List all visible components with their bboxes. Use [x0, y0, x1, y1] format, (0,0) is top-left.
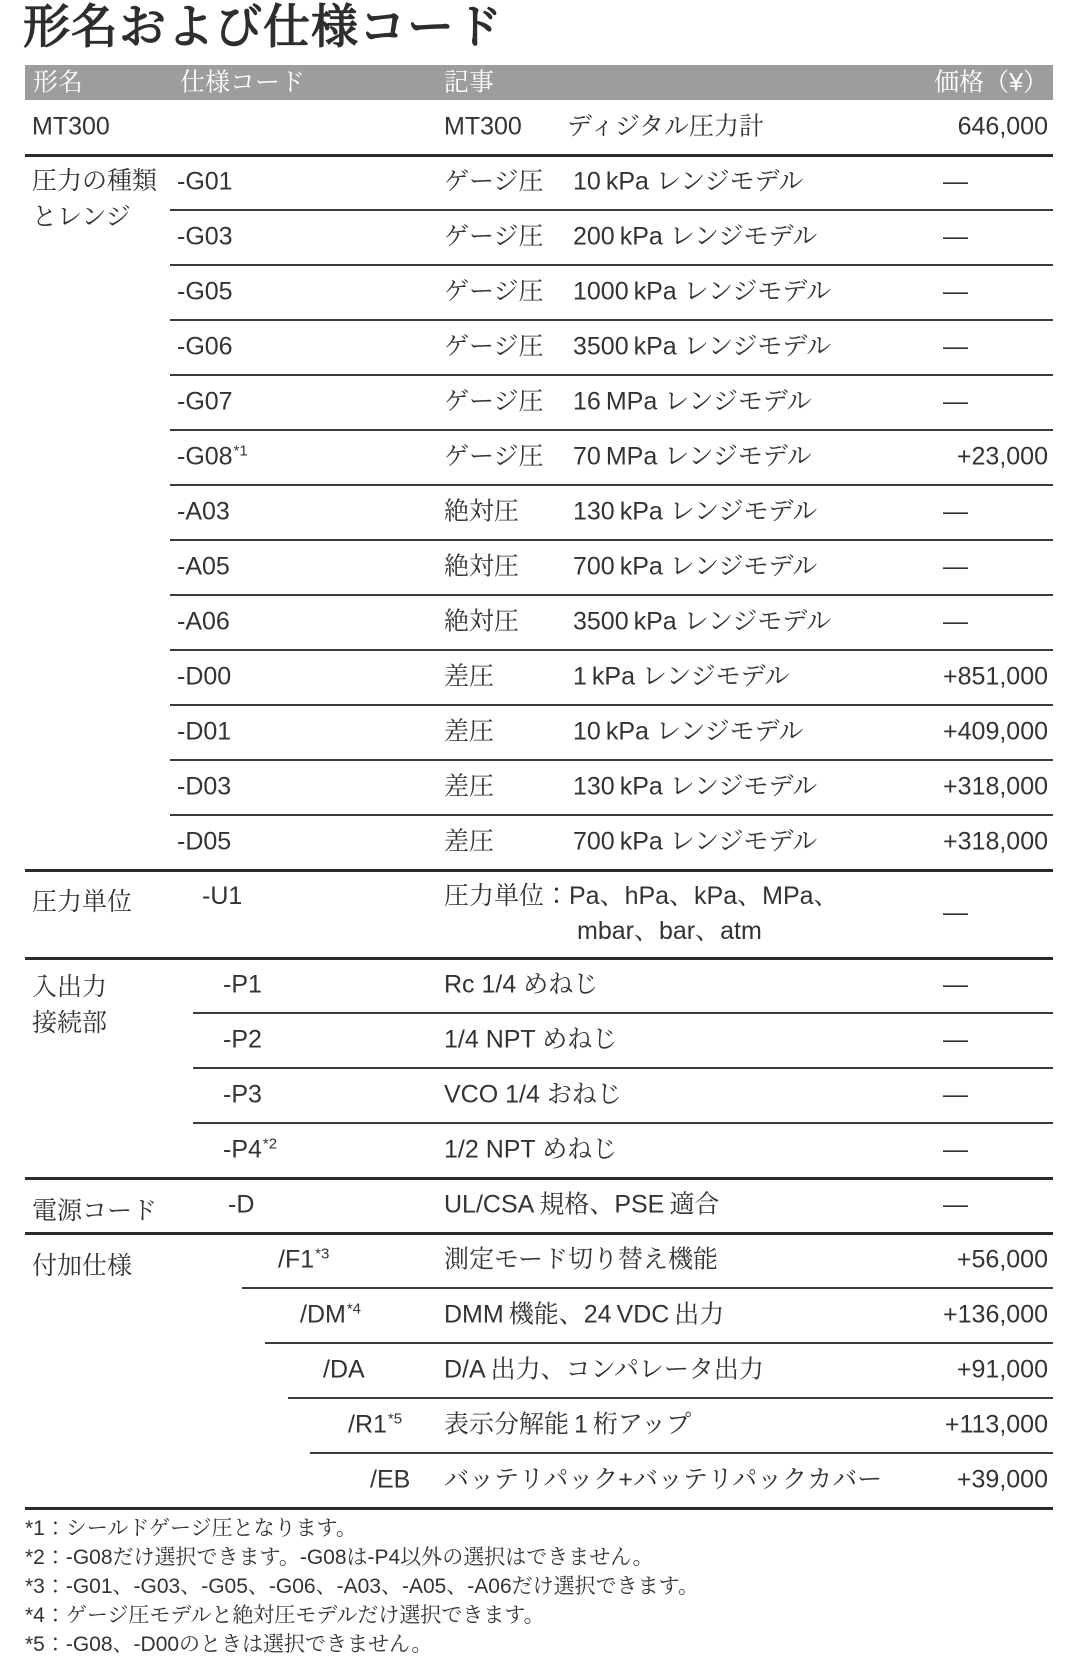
price-dash: —: [943, 607, 968, 635]
spec-code: /F1$^{*3}$: [278, 1245, 330, 1273]
range-desc: 200 kPa レンジモデル: [573, 222, 818, 250]
price-cell: +318,000: [943, 772, 1048, 800]
price-cell: +91,000: [956, 1355, 1048, 1383]
range-desc: 700 kPa レンジモデル: [573, 827, 818, 855]
price-dash: —: [943, 970, 968, 998]
row-dm: [25, 1287, 1053, 1342]
row-mt300: [25, 100, 1053, 154]
category-io-connection: 入出力 接続部: [32, 973, 108, 1037]
row-eb: [25, 1452, 1053, 1507]
range-desc: 130 kPa レンジモデル: [573, 772, 818, 800]
spec-code: -U1: [202, 882, 243, 910]
spec-code: -G01: [177, 167, 233, 195]
spec-code: -D03: [177, 772, 232, 800]
price-cell: +39,000: [956, 1465, 1048, 1493]
category-power-cord: 電源コード: [32, 1197, 158, 1225]
price-cell: +318,000: [943, 827, 1048, 855]
price-dash: —: [943, 1190, 968, 1218]
price-cell: +136,000: [943, 1300, 1048, 1328]
connection-desc: Rc 1/4 めねじ: [444, 970, 599, 998]
footnotes: [25, 1514, 699, 1658]
spec-code: -G03: [177, 222, 233, 250]
row-a03: [25, 484, 1053, 539]
row-g08: [25, 429, 1053, 484]
price-cell: +409,000: [943, 717, 1048, 745]
pressure-type: 絶対圧: [444, 607, 520, 635]
spec-code: -P4$^{*2}$: [223, 1135, 278, 1163]
row-a05: [25, 539, 1053, 594]
range-desc: 700 kPa レンジモデル: [573, 552, 818, 580]
price-dash: —: [943, 332, 968, 360]
price-cell: +851,000: [943, 662, 1048, 690]
row-da: [25, 1342, 1053, 1397]
price-cell: +23,000: [956, 442, 1048, 470]
spec-code: -G07: [177, 387, 233, 415]
spec-code: -D01: [177, 717, 232, 745]
option-desc: バッテリパック+バッテリパックカバー: [444, 1465, 883, 1493]
spec-code: -D05: [177, 827, 232, 855]
category-optional-specs: 付加仕様: [32, 1252, 133, 1280]
row-g03: [25, 209, 1053, 264]
pressure-type: 差圧: [444, 662, 495, 690]
row-p1: [25, 957, 1053, 1012]
row-p3: [25, 1067, 1053, 1122]
desc-name: MT300: [444, 112, 522, 141]
spec-code: /DA: [323, 1355, 365, 1383]
spec-code: -P2: [223, 1025, 262, 1053]
unit-desc-line1: 圧力単位：Pa、hPa、kPa、MPa、: [444, 882, 839, 910]
option-desc: 表示分解能 1 桁アップ: [444, 1410, 692, 1438]
row-g05: [25, 264, 1053, 319]
row-p4: [25, 1122, 1053, 1177]
price-dash: —: [943, 1080, 968, 1108]
price-cell: +113,000: [944, 1410, 1048, 1438]
range-desc: 3500 kPa レンジモデル: [573, 607, 832, 635]
spec-code: /EB: [370, 1465, 411, 1493]
price-dash: —: [943, 277, 968, 305]
header-cell-model: 形名: [33, 68, 84, 96]
category-pressure-type: 圧力の種類 とレンジ: [32, 167, 158, 231]
connection-desc: 1/4 NPT めねじ: [444, 1025, 618, 1053]
pressure-type: 差圧: [444, 827, 495, 855]
table-bottom-rule: [25, 1507, 1053, 1510]
page-title: 形名および仕様コード: [23, 0, 503, 53]
header-cell-price: 価格（¥）: [934, 68, 1048, 96]
connection-desc: 1/2 NPT めねじ: [444, 1135, 618, 1163]
footnote-ref: *2: [262, 1135, 278, 1152]
range-desc: 1 kPa レンジモデル: [573, 662, 790, 690]
pressure-type: ゲージ圧: [444, 222, 544, 250]
power-desc: UL/CSA 規格、PSE 適合: [444, 1190, 720, 1218]
option-desc: DMM 機能、24 VDC 出力: [444, 1300, 725, 1328]
spec-code: /R1$^{*5}$: [348, 1410, 403, 1438]
range-desc: 16 MPa レンジモデル: [573, 387, 812, 415]
price-dash: —: [943, 1135, 968, 1163]
option-desc: 測定モード切り替え機能: [444, 1245, 719, 1273]
range-desc: 10 kPa レンジモデル: [573, 167, 804, 195]
pressure-type: ゲージ圧: [444, 277, 544, 305]
row-d03: [25, 759, 1053, 814]
row-u1: [25, 869, 1053, 957]
footnote-4: *4：ゲージ圧モデルと絶対圧モデルだけ選択できます。: [25, 1604, 545, 1627]
pressure-type: ゲージ圧: [444, 167, 544, 195]
row-r1: [25, 1397, 1053, 1452]
price-dash: —: [943, 898, 968, 927]
price-dash: —: [943, 497, 968, 525]
unit-desc-line2: mbar、bar、atm: [577, 917, 762, 945]
footnote-ref: *4: [346, 1300, 362, 1317]
footnote-5: *5：-G08、-D00のときは選択できません。: [25, 1633, 433, 1656]
price-dash: —: [943, 552, 968, 580]
table-header: [25, 65, 1053, 100]
spec-code: -A03: [177, 497, 230, 525]
price-dash: —: [943, 222, 968, 250]
model-name: MT300: [32, 112, 110, 141]
range-desc: 70 MPa レンジモデル: [573, 442, 812, 470]
price-cell: +56,000: [956, 1245, 1048, 1273]
footnote-1: *1：シールドゲージ圧となります。: [25, 1517, 357, 1540]
range-desc: 1000 kPa レンジモデル: [573, 277, 832, 305]
pressure-type: 絶対圧: [444, 497, 520, 525]
header-cell-code: 仕様コード: [180, 68, 306, 96]
spec-code: -D: [228, 1190, 255, 1218]
row-d01: [25, 704, 1053, 759]
range-desc: 3500 kPa レンジモデル: [573, 332, 832, 360]
row-d00: [25, 649, 1053, 704]
connection-desc: VCO 1/4 おねじ: [444, 1080, 622, 1108]
footnote-ref: *5: [387, 1410, 403, 1427]
pressure-type: 絶対圧: [444, 552, 520, 580]
pressure-type: ゲージ圧: [444, 442, 544, 470]
pressure-type: ゲージ圧: [444, 332, 544, 360]
row-g06: [25, 319, 1053, 374]
footnote-ref: *3: [315, 1245, 330, 1262]
header-cell-desc: 記事: [444, 68, 495, 96]
row-g01: [25, 154, 1053, 209]
footnote-3: *3：-G01、-G03、-G05、-G06、-A03、-A05、-A06だけ選択できます。: [25, 1575, 699, 1598]
spec-code: -G08$^{*1}$: [177, 442, 248, 470]
row-a06: [25, 594, 1053, 649]
range-desc: 130 kPa レンジモデル: [573, 497, 818, 525]
footnote-ref: *1: [233, 442, 248, 459]
spec-code: -G06: [177, 332, 233, 360]
footnote-2: *2：-G08だけ選択できます。-G08は-P4以外の選択はできません。: [25, 1546, 654, 1569]
pressure-type: 差圧: [444, 717, 495, 745]
price-dash: —: [943, 167, 968, 195]
row-p2: [25, 1012, 1053, 1067]
row-d05: [25, 814, 1053, 869]
spec-code: -A06: [177, 607, 230, 635]
price-dash: —: [943, 1025, 968, 1053]
pressure-type: 差圧: [444, 772, 495, 800]
option-desc: D/A 出力、コンパレータ出力: [444, 1355, 764, 1383]
spec-code: -D00: [177, 662, 232, 690]
spec-code: -P3: [223, 1080, 262, 1108]
price-dash: —: [943, 387, 968, 415]
price-cell: 646,000: [957, 112, 1048, 141]
row-f1: [25, 1232, 1053, 1287]
spec-code: -A05: [177, 552, 230, 580]
row-g07: [25, 374, 1053, 429]
range-desc: 10 kPa レンジモデル: [573, 717, 804, 745]
spec-code: /DM$^{*4}$: [300, 1300, 362, 1328]
category-pressure-unit: 圧力単位: [32, 888, 133, 916]
pressure-type: ゲージ圧: [444, 387, 544, 415]
spec-code: -P1: [223, 970, 262, 998]
row-power-d: [25, 1177, 1053, 1232]
spec-code: -G05: [177, 277, 233, 305]
desc-detail: ディジタル圧力計: [567, 112, 765, 141]
